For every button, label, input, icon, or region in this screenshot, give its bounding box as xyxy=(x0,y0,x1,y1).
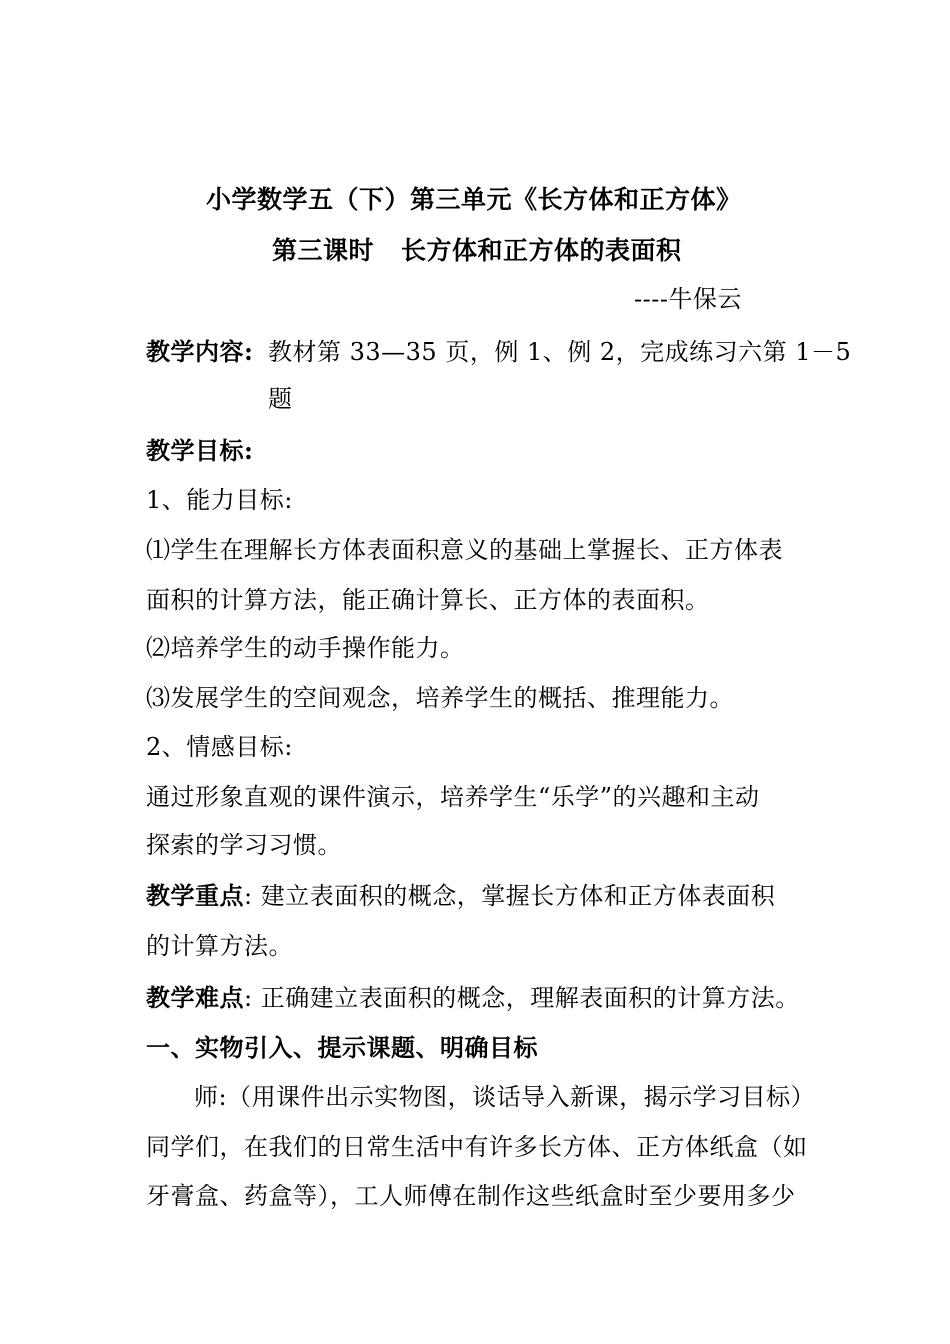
objective1-item1-line1: ⑴学生在理解长方体表面积意义的基础上掌握长、正方体表 xyxy=(146,536,783,564)
lesson-number: 第三课时 xyxy=(272,236,375,265)
document-title: 小学数学五（下）第三单元《长方体和正方体》 xyxy=(206,185,742,214)
objective2-line1: 通过形象直观的课件演示，培养学生“乐学”的兴趣和主动 xyxy=(146,783,760,811)
author: ----牛保云 xyxy=(634,285,742,313)
objective1-item3: ⑶发展学生的空间观念，培养学生的概括、推理能力。 xyxy=(146,684,734,712)
key-point-line2: 的计算方法。 xyxy=(146,932,293,960)
difficulty-line xyxy=(146,983,800,1013)
section1-line1: 师:（用课件出示实物图，谈话导入新课，揭示学习目标） xyxy=(194,1083,816,1111)
content-text-line2: 题 xyxy=(268,385,293,413)
lesson-topic: 长方体和正方体的表面积 xyxy=(401,236,682,265)
objective2-heading: 2、情感目标: xyxy=(146,733,293,761)
section1-heading: 一、实物引入、提示课题、明确目标 xyxy=(146,1033,538,1062)
key-point-label: 教学重点 xyxy=(146,881,244,910)
difficulty-text: : 正确建立表面积的概念，理解表面积的计算方法。 xyxy=(244,984,800,1012)
objective1-item1-line2: 面积的计算方法，能正确计算长、正方体的表面积。 xyxy=(146,586,710,614)
key-point-text: : 建立表面积的概念，掌握长方体和正方体表面积 xyxy=(244,882,776,910)
section1-line3: 牙膏盒、药盒等），工人师傅在制作这些纸盒时至少要用多少 xyxy=(146,1182,796,1210)
objective1-item2: ⑵培养学生的动手操作能力。 xyxy=(146,634,465,662)
difficulty-label: 教学难点 xyxy=(146,983,244,1012)
objectives-label: 教学目标: xyxy=(146,436,254,465)
content-text-line1: 教材第 33—35 页，例 1、例 2，完成练习六第 1－5 xyxy=(268,338,852,366)
section1-line2: 同学们，在我们的日常生活中有许多长方体、正方体纸盒（如 xyxy=(146,1133,808,1161)
key-point-line1 xyxy=(146,881,775,911)
objective1-heading: 1、能力目标: xyxy=(146,486,293,514)
objective2-line2: 探索的学习习惯。 xyxy=(146,831,342,859)
content-label: 教学内容: xyxy=(146,337,254,366)
